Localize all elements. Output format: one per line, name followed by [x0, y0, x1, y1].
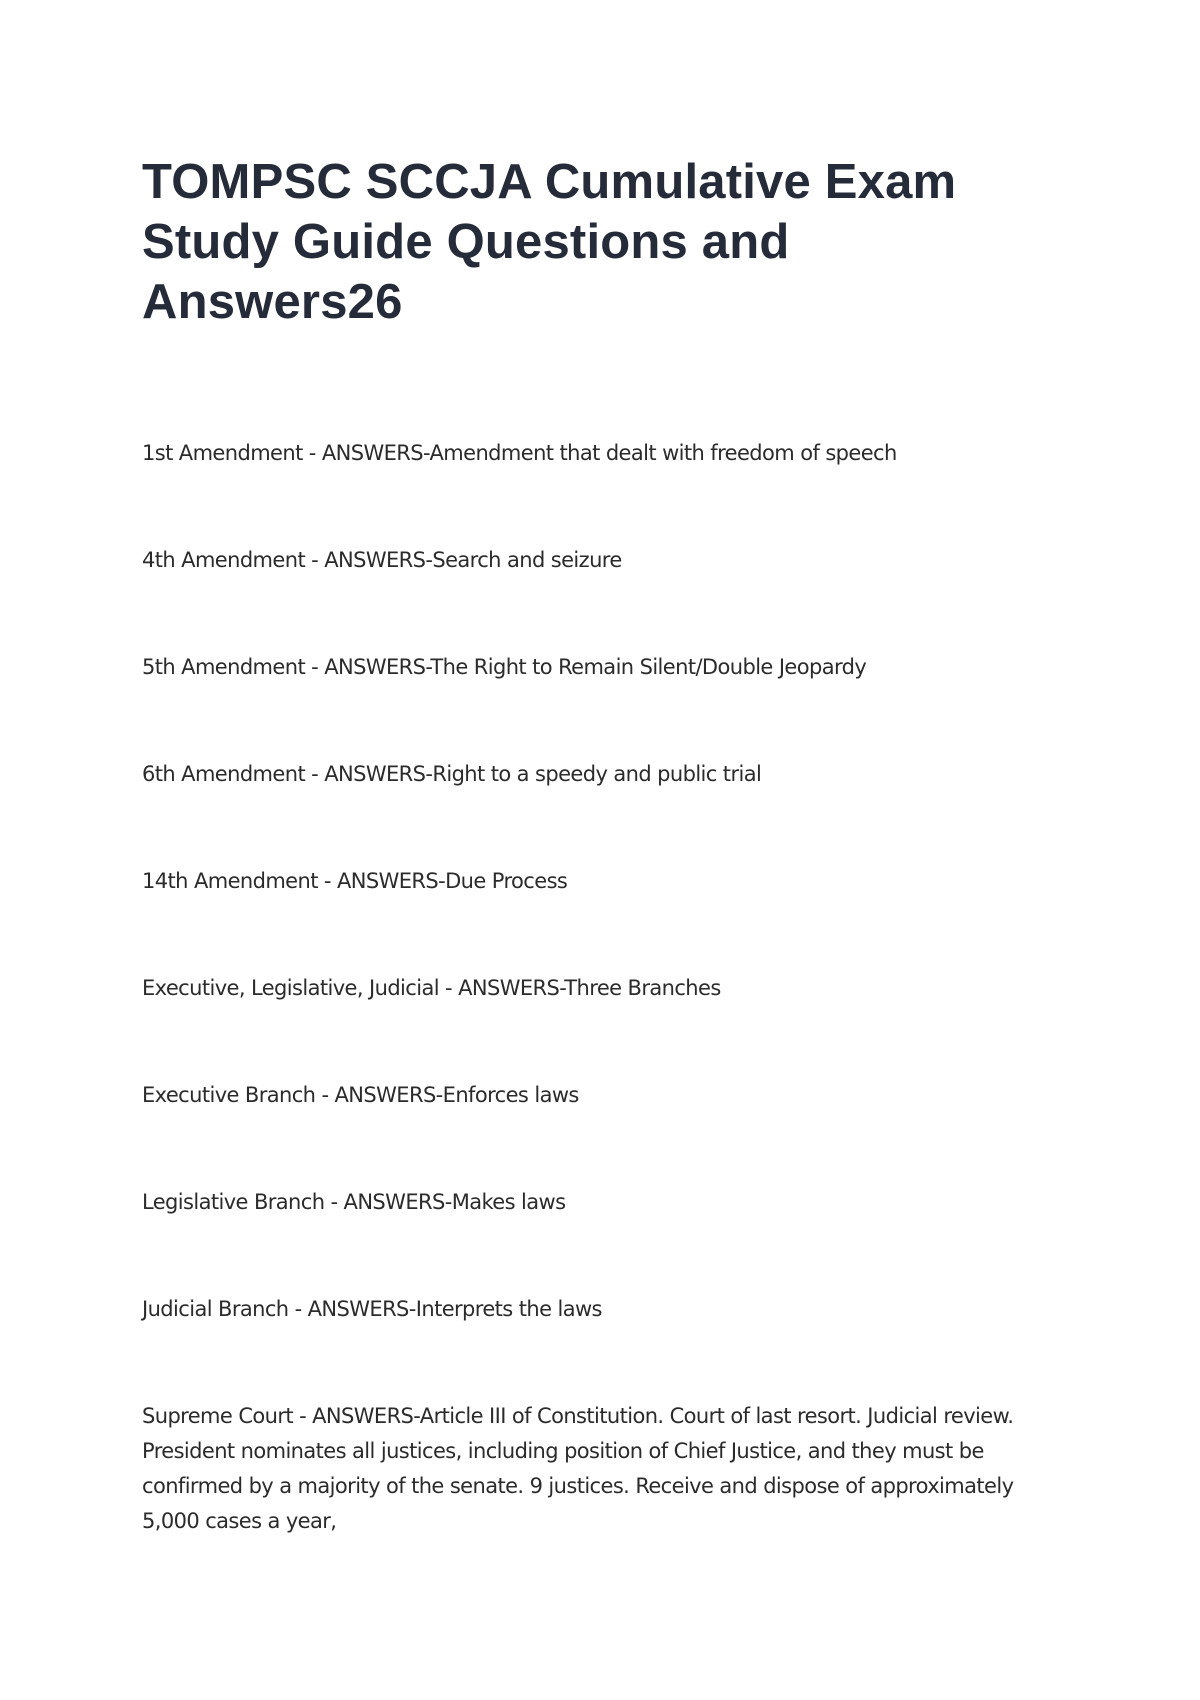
qa-entry: 6th Amendment - ANSWERS-Right to a speedy and public trial: [142, 762, 762, 786]
qa-list: [142, 436, 1072, 1539]
document-title: TOMPSC SCCJA Cumulative Exam Study Guide Questions and Answers26: [142, 155, 957, 329]
qa-entry: Judicial Branch - ANSWERS-Interprets the laws: [142, 1297, 602, 1321]
qa-entry: 4th Amendment - ANSWERS-Search and seizure: [142, 548, 622, 572]
qa-entry: 14th Amendment - ANSWERS-Due Process: [142, 869, 568, 893]
qa-entry: Executive Branch - ANSWERS-Enforces laws: [142, 1083, 579, 1107]
qa-entry: Executive, Legislative, Judicial - ANSWERS-Three Branches: [142, 976, 721, 1000]
qa-entry: Supreme Court - ANSWERS-Article III of Constitution. Court of last resort. Judicial review. President nominates all justices, including position of Chief Justice, and they must be confirmed by a majority of the senate. 9 justices. Receive and dispose of approximately 5,000 cases a year,: [142, 1404, 1014, 1533]
qa-entry: Legislative Branch - ANSWERS-Makes laws: [142, 1190, 566, 1214]
qa-entry: 5th Amendment - ANSWERS-The Right to Remain Silent/Double Jeopardy: [142, 655, 867, 679]
qa-entry: 1st Amendment - ANSWERS-Amendment that dealt with freedom of speech: [142, 441, 897, 465]
